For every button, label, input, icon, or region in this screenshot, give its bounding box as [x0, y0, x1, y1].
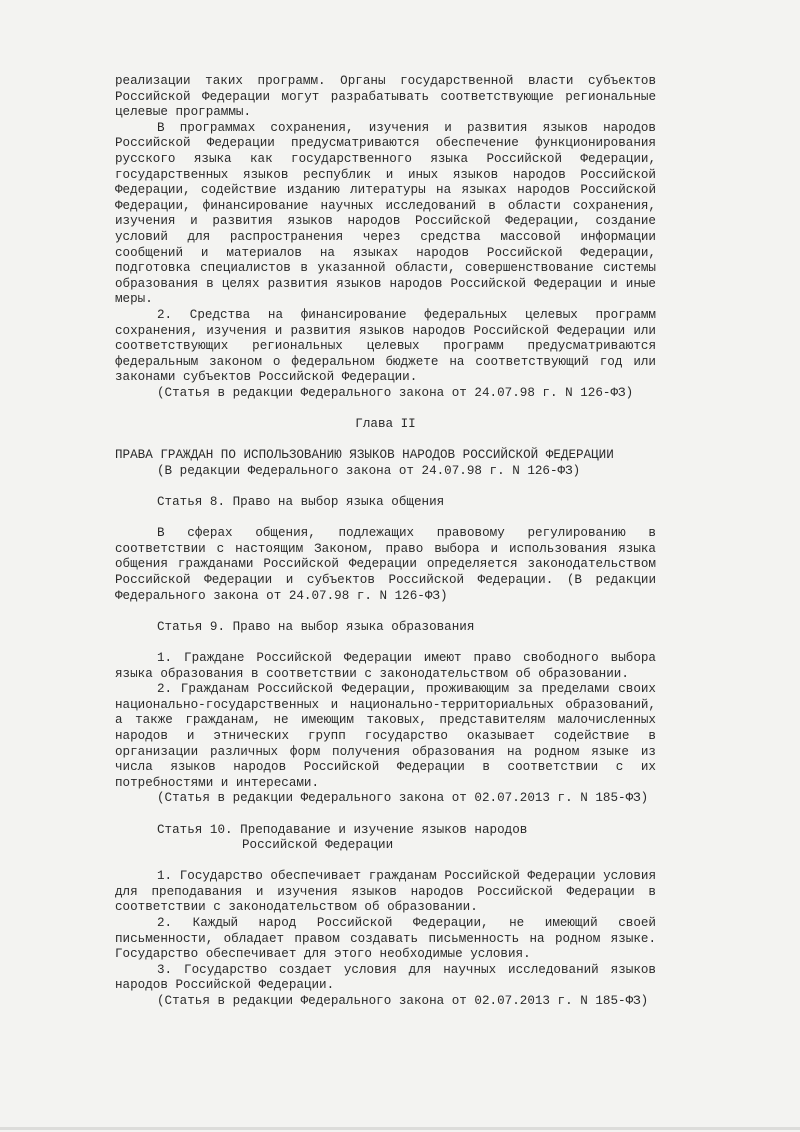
- chapter-title: ПРАВА ГРАЖДАН ПО ИСПОЛЬЗОВАНИЮ ЯЗЫКОВ НАРОДОВ РОССИЙСКОЙ ФЕДЕРАЦИИ: [115, 448, 614, 463]
- article-8-title: Статья 8. Право на выбор языка общения: [157, 495, 445, 510]
- paragraph: 2. Средства на финансирование федеральных целевых программ сохранения, изучения и развития языков народов Российской Федерации или соответствующих региональных целевых программ предусматриваются федеральным законом о федеральном бюджете на соответствующий год или законами субъектов Российской Федерации.: [115, 307, 656, 385]
- paragraph: В программах сохранения, изучения и развития языков народов Российской Федерации предусматриваются обеспечение функционирования русского языка как государственного языка Российской Федерации, государственных языков республик и иных языков народов Российской Федерации, содействие изданию литературы на языках народов Российской Федерации, финансирование научных исследований в области сохранения, изучения и развития языков народов Российской Федерации, создание условий для распространения через средства массовой информации сообщений и материалов на языках народов Российской Федерации, подготовка специалистов в указанной области, совершенствование системы образования в целях развития языков народов Российской Федерации и иные меры.: [115, 120, 656, 307]
- amendment-note: (Статья в редакции Федерального закона от 24.07.98 г. N 126-ФЗ): [157, 385, 634, 400]
- chapter-note: (В редакции Федерального закона от 24.07.98 г. N 126-ФЗ): [157, 463, 581, 478]
- paragraph: 3. Государство создает условия для научных исследований языков народов Российской Федерации.: [115, 962, 656, 993]
- paragraph: реализации таких программ. Органы государственной власти субъектов Российской Федерации могут разрабатывать соответствующие региональные целевые программы.: [115, 74, 656, 120]
- paragraph: 2. Каждый народ Российской Федерации, не имеющий своей письменности, обладает правом создавать письменность на родном языке. Государство обеспечивает для этого необходимые условия.: [115, 916, 656, 962]
- scan-edge: [0, 1127, 800, 1130]
- article-10-title-cont: Российской Федерации: [242, 838, 394, 853]
- amendment-note: (Статья в редакции Федерального закона от 02.07.2013 г. N 185-ФЗ): [157, 994, 649, 1009]
- chapter-label: Глава II: [355, 417, 416, 432]
- article-10-title: Статья 10. Преподавание и изучение языков народов: [157, 822, 528, 837]
- paragraph: 2. Гражданам Российской Федерации, проживающим за пределами своих национально-государственных и национально-территориальных образований, а также гражданам, не имеющим таковых, представителям малочисленных народов и этнических групп государство оказывает содействие в организации различных форм получения образования на родном языке из числа языков народов Российской Федерации в соответствии с их потребностями и интересами.: [115, 682, 656, 790]
- amendment-note: (Статья в редакции Федерального закона от 02.07.2013 г. N 185-ФЗ): [157, 791, 649, 806]
- paragraph: В сферах общения, подлежащих правовому регулированию в соответствии с настоящим Законом, право выбора и использования языка общения гражданами Российской Федерации определяется законодательством Российской Федерации и субъектов Российской Федерации. (В редакции Федерального закона от 24.07.98 г. N 126-ФЗ): [115, 526, 656, 603]
- article-9-title: Статья 9. Право на выбор языка образования: [157, 619, 475, 634]
- paragraph: 1. Государство обеспечивает гражданам Российской Федерации условия для преподавания и изучения языков народов Российской Федерации в соответствии с законодательством об образовании.: [115, 869, 656, 915]
- document-body: [115, 74, 656, 1010]
- paragraph: 1. Граждане Российской Федерации имеют право свободного выбора языка образования в соответствии с законодательством об образовании.: [115, 650, 656, 681]
